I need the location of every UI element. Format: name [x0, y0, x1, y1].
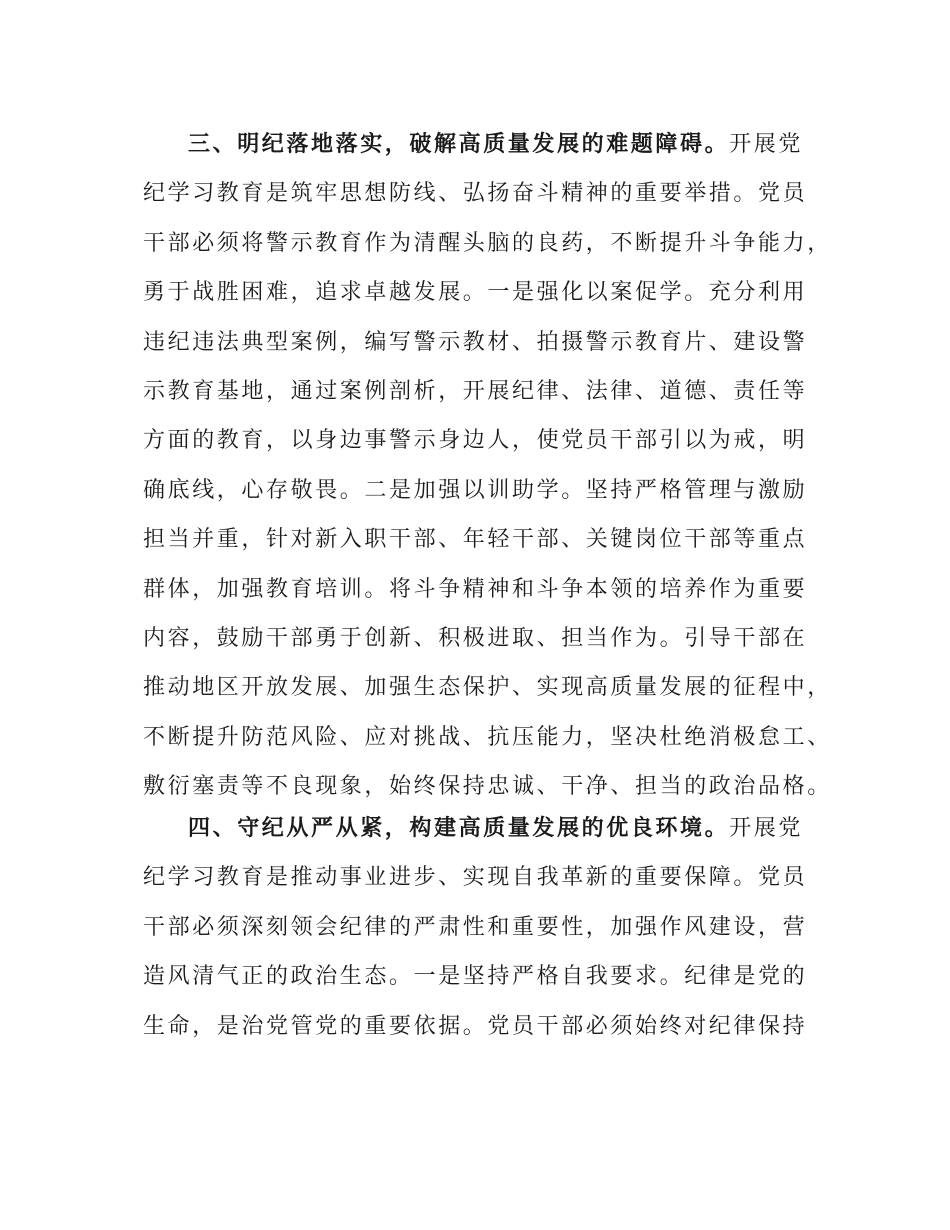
body-line: 纪学习教育是推动事业进步、实现自我革新的重要保障。党员 — [143, 865, 808, 891]
body-line: 方面的教育，以身边事警示身边人，使党员干部引以为戒，明 — [143, 428, 808, 454]
body-line: 群体，加强教育培训。将斗争精神和斗争本领的培养作为重要 — [143, 576, 808, 602]
body-line: 干部必须将警示教育作为清醒头脑的良药，不断提升斗争能力， — [143, 230, 832, 256]
body-line: 示教育基地，通过案例剖析，开展纪律、法律、道德、责任等 — [143, 378, 808, 404]
body-line: 违纪违法典型案例，编写警示教材、拍摄警示教育片、建设警 — [143, 329, 808, 355]
body-text: 开展党 — [729, 816, 804, 841]
paragraph-section-3 — [143, 120, 833, 811]
paragraph-section-4 — [143, 804, 833, 1051]
section-heading: 四、守纪从严从紧，构建高质量发展的优良环境。 — [188, 816, 730, 841]
body-line: 造风清气正的政治生态。一是坚持严格自我要求。纪律是党的 — [143, 964, 808, 990]
body-line: 担当并重，针对新入职干部、年轻干部、关键岗位干部等重点 — [143, 527, 808, 553]
body-line: 不断提升防范风险、应对挑战、抗压能力，坚决杜绝消极怠工、 — [143, 724, 832, 750]
body-line: 生命，是治党管党的重要依据。党员干部必须始终对纪律保持 — [143, 1013, 808, 1039]
body-line: 敷衍塞责等不良现象，始终保持忠诚、干净、担当的政治品格。 — [143, 774, 832, 800]
body-line: 纪学习教育是筑牢思想防线、弘扬奋斗精神的重要举措。党员 — [143, 181, 808, 207]
section-heading: 三、明纪落地落实，破解高质量发展的难题障碍。 — [188, 132, 730, 157]
body-line: 干部必须深刻领会纪律的严肃性和重要性，加强作风建设，营 — [143, 914, 808, 940]
body-text: 开展党 — [729, 132, 804, 157]
paragraph-first-line — [143, 804, 833, 853]
body-line: 内容，鼓励干部勇于创新、积极进取、担当作为。引导干部在 — [143, 625, 808, 651]
body-line: 推动地区开放发展、加强生态保护、实现高质量发展的征程中， — [143, 675, 832, 701]
body-line: 确底线，心存敬畏。二是加强以训助学。坚持严格管理与激励 — [143, 477, 808, 503]
paragraph-first-line — [143, 120, 833, 169]
body-line: 勇于战胜困难，追求卓越发展。一是强化以案促学。充分利用 — [143, 280, 808, 306]
